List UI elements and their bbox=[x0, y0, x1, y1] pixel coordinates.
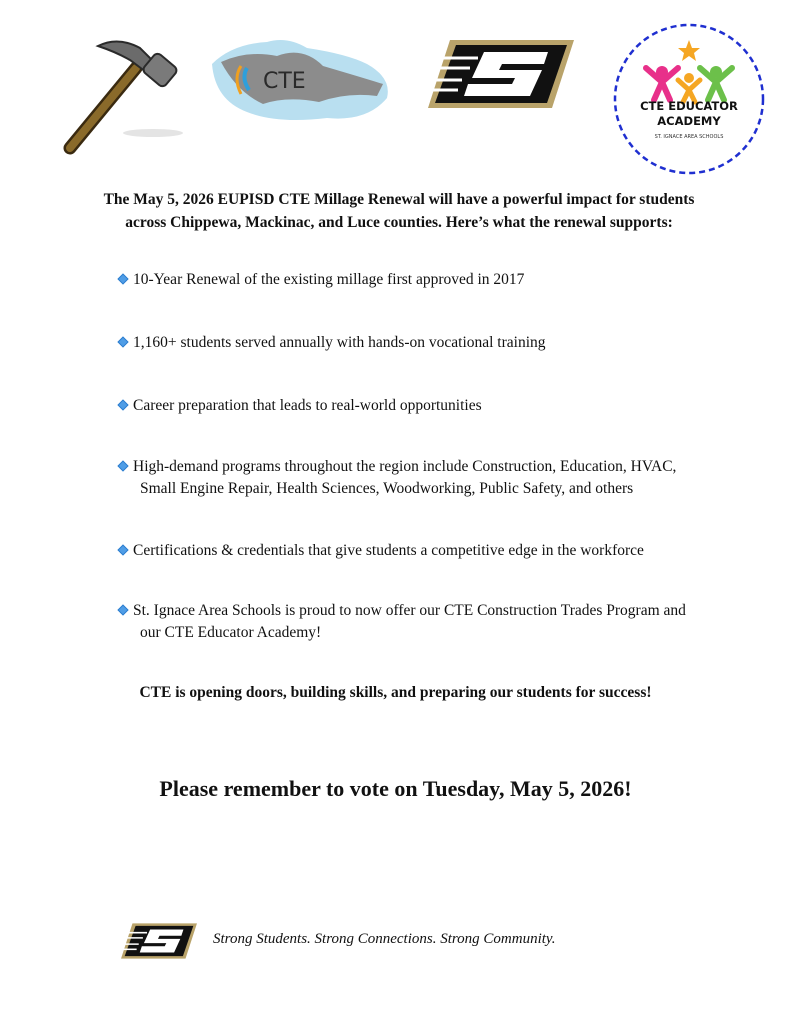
intro-line-2: across Chippewa, Mackinac, and Luce counties. Here’s what the renewal supports: bbox=[125, 214, 673, 231]
bullet-text: 1,160+ students served annually with hands-on vocational training bbox=[133, 334, 546, 351]
school-s-logo-small bbox=[120, 921, 198, 961]
list-item bbox=[116, 600, 706, 644]
list-item bbox=[116, 395, 706, 417]
bullet-text: Career preparation that leads to real-world opportunities bbox=[133, 397, 482, 414]
bullet-text: High-demand programs throughout the region include Construction, Education, HVAC, bbox=[133, 458, 677, 475]
bullet-text: St. Ignace Area Schools is proud to now offer our CTE Construction Trades Program and bbox=[133, 602, 686, 619]
bullet-text-continued: our CTE Educator Academy! bbox=[140, 624, 322, 641]
cte-map-logo bbox=[207, 26, 397, 126]
intro-line-1: The May 5, 2026 EUPISD CTE Millage Renewal will have a powerful impact for students bbox=[103, 191, 695, 208]
diamond-bullet-icon bbox=[117, 605, 128, 616]
school-s-logo bbox=[426, 38, 576, 110]
educator-academy-logo bbox=[612, 22, 766, 176]
diamond-bullet-icon bbox=[117, 545, 128, 556]
diamond-bullet-icon bbox=[117, 400, 128, 411]
diamond-bullet-icon bbox=[117, 337, 128, 348]
vote-reminder-heading: Please remember to vote on Tuesday, May 5, 2026! bbox=[159, 776, 632, 801]
bullet-text: 10-Year Renewal of the existing millage first approved in 2017 bbox=[133, 271, 525, 288]
list-item bbox=[116, 269, 706, 291]
hammer-icon bbox=[58, 28, 188, 158]
list-item bbox=[116, 540, 706, 562]
academy-subtitle: ST. IGNACE AREA SCHOOLS bbox=[654, 134, 724, 140]
diamond-bullet-icon bbox=[117, 274, 128, 285]
academy-line2: ACADEMY bbox=[657, 114, 721, 128]
bullet-text: Certifications & credentials that give students a competitive edge in the workforce bbox=[133, 542, 644, 559]
intro-paragraph bbox=[90, 188, 708, 234]
tagline: CTE is opening doors, building skills, and preparing our students for success! bbox=[139, 684, 652, 701]
diamond-bullet-icon bbox=[117, 461, 128, 472]
cte-map-text: CTE bbox=[263, 69, 306, 94]
motto: Strong Students. Strong Connections. Strong Community. bbox=[213, 931, 556, 947]
bullet-text-continued: Small Engine Repair, Health Sciences, Woodworking, Public Safety, and others bbox=[140, 480, 634, 497]
academy-line1: CTE EDUCATOR bbox=[640, 99, 738, 113]
list-item bbox=[116, 332, 706, 354]
list-item bbox=[116, 456, 706, 500]
